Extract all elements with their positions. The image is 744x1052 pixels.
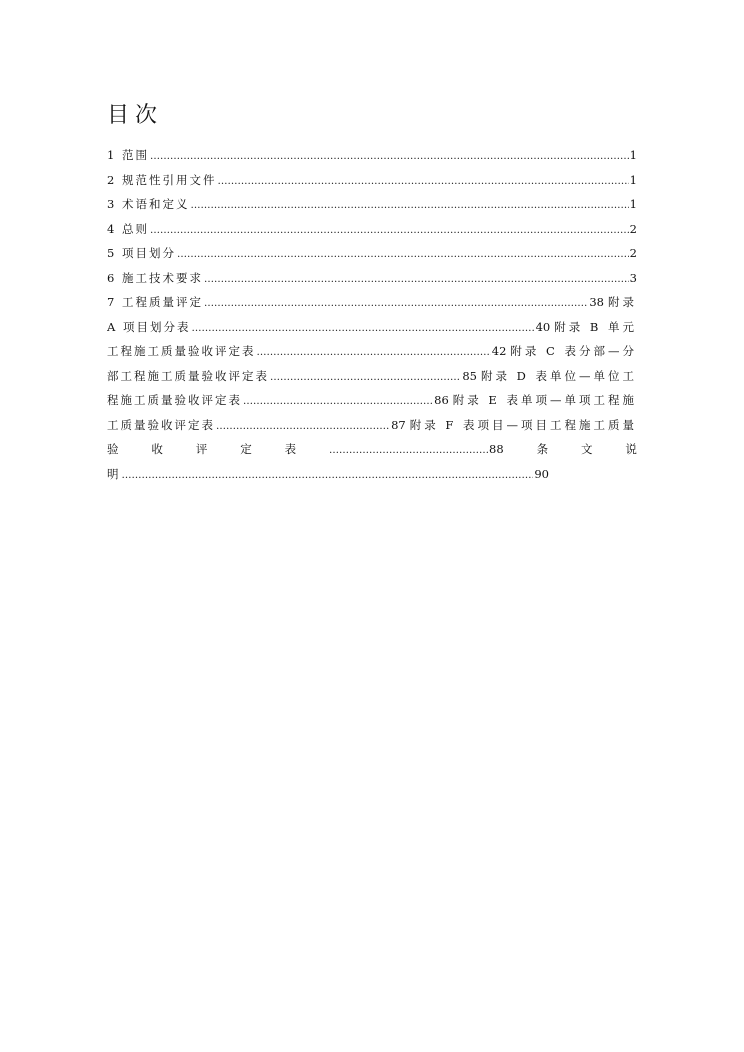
toc-leader-dots bbox=[216, 415, 390, 438]
toc-continuation-head: 明 bbox=[107, 466, 121, 481]
toc-entry-page: 90 bbox=[534, 466, 549, 481]
toc-leader-group bbox=[329, 437, 504, 464]
toc-continuation-text: 附录 D 表单位—单位工 bbox=[480, 368, 637, 383]
toc-continuation-text: 附录 F 表项目—项目工程施工质量 bbox=[409, 417, 637, 432]
toc-leader-dots bbox=[191, 317, 534, 340]
toc-entry[interactable] bbox=[107, 217, 637, 242]
toc-spread-char: 表 bbox=[284, 442, 297, 456]
toc-entry-page: 2 bbox=[629, 246, 637, 260]
toc-entry-page: 1 bbox=[629, 172, 637, 187]
toc-leader-dots bbox=[204, 292, 588, 315]
toc-wrapped-line[interactable] bbox=[107, 388, 637, 413]
toc-leader-dots bbox=[150, 145, 629, 168]
toc-leader-dots bbox=[217, 170, 628, 193]
toc-entry-label: 4 总则 bbox=[107, 221, 149, 236]
toc-wrapped-line[interactable] bbox=[107, 339, 637, 364]
toc-wrapped-line[interactable] bbox=[107, 290, 637, 315]
toc-entry-label: 6 施工技术要求 bbox=[107, 270, 203, 285]
toc-entry-page: 85 bbox=[462, 368, 477, 383]
toc-entry-label: 5 项目划分 bbox=[107, 246, 176, 260]
toc-entry-page: 1 bbox=[629, 148, 637, 162]
toc-leader-dots bbox=[190, 194, 628, 217]
toc-spread-char: 条 bbox=[536, 442, 549, 456]
toc-entry[interactable] bbox=[107, 168, 637, 193]
toc-continuation-head: 程施工质量验收评定表 bbox=[107, 393, 242, 407]
toc-leader-dots bbox=[150, 219, 629, 242]
toc-entry-page: 1 bbox=[629, 197, 637, 211]
toc-leader-dots bbox=[204, 268, 629, 291]
toc-entry-page: 86 bbox=[434, 393, 449, 407]
toc-entry-label: 2 规范性引用文件 bbox=[107, 172, 217, 187]
toc-entry-label: 7 工程质量评定 bbox=[107, 295, 203, 309]
toc-wrapped-line[interactable] bbox=[107, 462, 549, 487]
page-title: 目次 bbox=[107, 103, 164, 128]
toc-continuation-text: 附录 C 表分部—分 bbox=[510, 344, 637, 358]
toc-continuation-head: 工程施工质量验收评定表 bbox=[107, 344, 256, 358]
toc-spread-char: 验 bbox=[107, 442, 119, 456]
toc-entry-page: 3 bbox=[629, 270, 637, 285]
toc-continuation-head: 工质量验收评定表 bbox=[107, 417, 215, 432]
toc-wrapped-line[interactable] bbox=[107, 413, 637, 438]
toc-continuation-text: 附录 E 表单项—单项工程施 bbox=[452, 393, 637, 407]
toc-justified-line[interactable] bbox=[107, 437, 637, 462]
toc-entry-page: 38 bbox=[589, 295, 604, 309]
toc-leader-dots bbox=[270, 366, 461, 389]
toc-leader-dots bbox=[257, 341, 491, 364]
toc-spread-char: 说 bbox=[625, 442, 637, 456]
toc-continuation-text: 附录 bbox=[608, 295, 637, 309]
toc-wrapped-line[interactable] bbox=[107, 315, 637, 340]
toc-spread-char: 定 bbox=[240, 442, 252, 456]
toc-spread-char: 收 bbox=[151, 442, 163, 456]
toc-entry-label: 1 范围 bbox=[107, 148, 149, 162]
toc-leader-dots bbox=[243, 390, 433, 413]
toc-entry-page: 87 bbox=[391, 417, 406, 432]
toc-continuation-text: 附录 B 单元 bbox=[554, 319, 637, 334]
toc-entry-page: 42 bbox=[491, 344, 507, 358]
toc-entry[interactable] bbox=[107, 241, 637, 266]
toc-leader-dots bbox=[122, 464, 534, 487]
toc-entry-page: 2 bbox=[629, 221, 637, 236]
toc-leader-dots: ………………………………………… bbox=[329, 445, 490, 456]
toc-wrapped-line[interactable] bbox=[107, 364, 637, 389]
toc-spread-char: 评 bbox=[195, 442, 208, 456]
table-of-contents bbox=[107, 143, 637, 486]
toc-continuation-head: 部工程施工质量验收评定表 bbox=[107, 368, 269, 383]
toc-entry[interactable] bbox=[107, 143, 637, 168]
toc-entry-page: 40 bbox=[535, 319, 551, 334]
toc-entry[interactable] bbox=[107, 192, 637, 217]
toc-entry[interactable] bbox=[107, 266, 637, 291]
toc-leader-dots bbox=[177, 243, 629, 266]
toc-entry-page: 88 bbox=[489, 442, 504, 456]
toc-entry-label: 3 术语和定义 bbox=[107, 197, 190, 211]
toc-continuation-head: A 项目划分表 bbox=[107, 319, 191, 334]
toc-spread-char: 文 bbox=[580, 442, 593, 456]
